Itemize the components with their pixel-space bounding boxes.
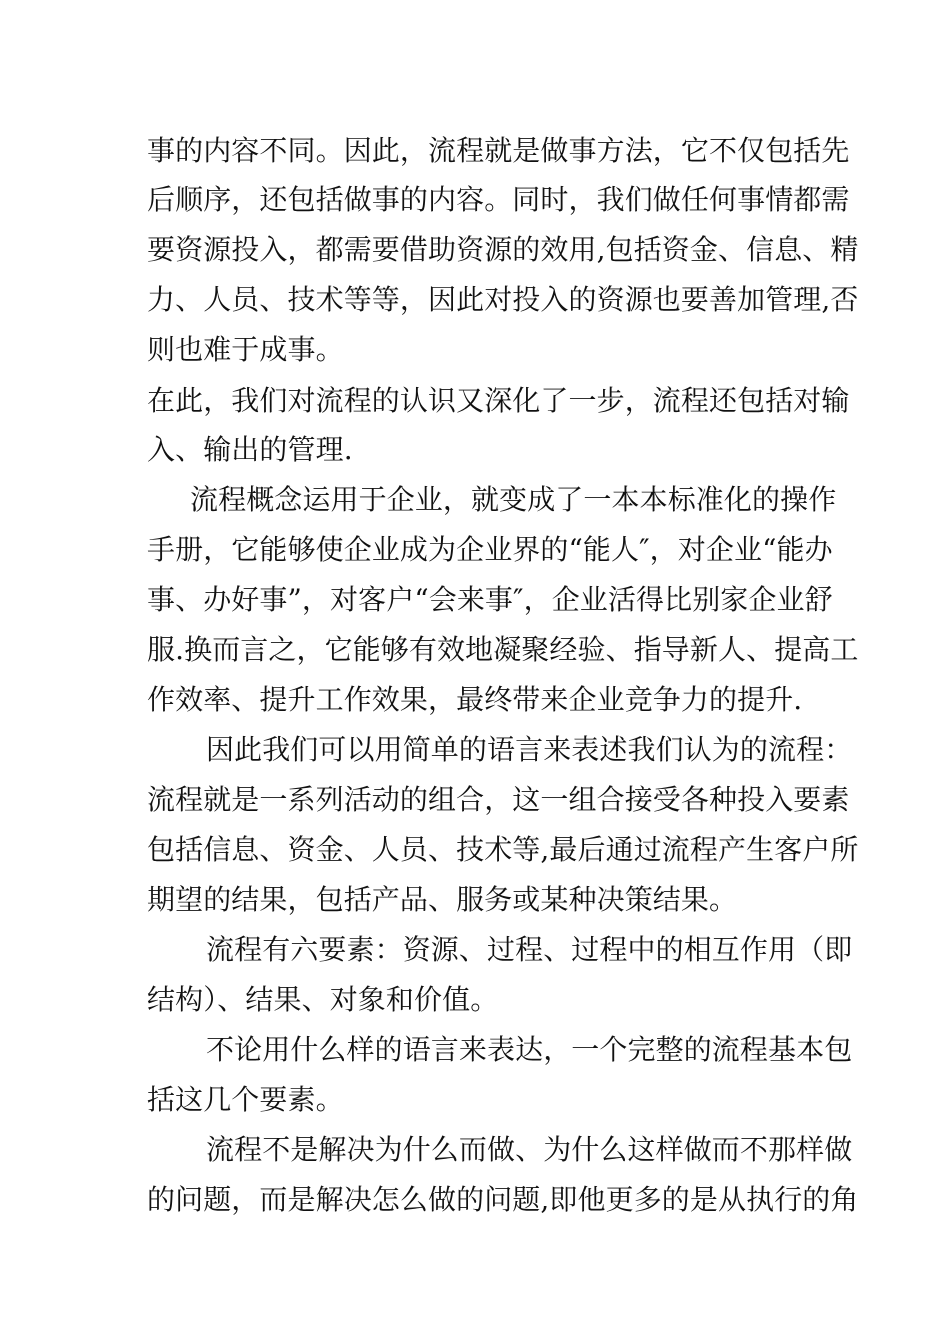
text-line: 结构）、结果、对象和价值。 xyxy=(147,983,499,1016)
text-line: 手册，它能够使企业成为企业界的“能人″，对企业“能办 xyxy=(147,533,833,566)
text-line: 因此我们可以用简单的语言来表述我们认为的流程： xyxy=(206,733,853,766)
text-line: 要资源投入，都需要借助资源的效用,包括资金、信息、精 xyxy=(147,233,859,266)
text-line: 流程有六要素：资源、过程、过程中的相互作用（即 xyxy=(206,933,853,966)
text-line: 力、人员、技术等等，因此对投入的资源也要善加管理,否 xyxy=(147,283,859,316)
text-line: 流程就是一系列活动的组合，这一组合接受各种投入要素 xyxy=(147,783,850,816)
text-line: 在此，我们对流程的认识又深化了一步，流程还包括对输 xyxy=(147,384,850,417)
text-line: 服.换而言之，它能够有效地凝聚经验、指导新人、提高工 xyxy=(147,633,859,666)
text-line: 的问题，而是解决怎么做的问题,即他更多的是从执行的角 xyxy=(147,1183,859,1216)
text-line: 括这几个要素。 xyxy=(147,1083,344,1116)
text-line: 包括信息、资金、人员、技术等,最后通过流程产生客户所 xyxy=(147,833,859,866)
text-line: 不论用什么样的语言来表达，一个完整的流程基本包 xyxy=(206,1033,853,1066)
text-line: 作效率、提升工作效果，最终带来企业竞争力的提升. xyxy=(147,683,803,716)
text-line: 流程概念运用于企业，就变成了一本本标准化的操作 xyxy=(190,483,837,516)
text-line: 则也难于成事。 xyxy=(147,333,344,366)
text-line: 期望的结果，包括产品、服务或某种决策结果。 xyxy=(147,883,738,916)
text-line: 事的内容不同。因此，流程就是做事方法，它不仅包括先 xyxy=(147,134,850,167)
text-line: 后顺序，还包括做事的内容。同时，我们做任何事情都需 xyxy=(147,183,850,216)
text-line: 事、办好事”，对客户“会来事″，企业活得比别家企业舒 xyxy=(147,583,833,616)
text-line: 流程不是解决为什么而做、为什么这样做而不那样做 xyxy=(206,1133,853,1166)
text-line: 入、输出的管理. xyxy=(147,433,353,466)
